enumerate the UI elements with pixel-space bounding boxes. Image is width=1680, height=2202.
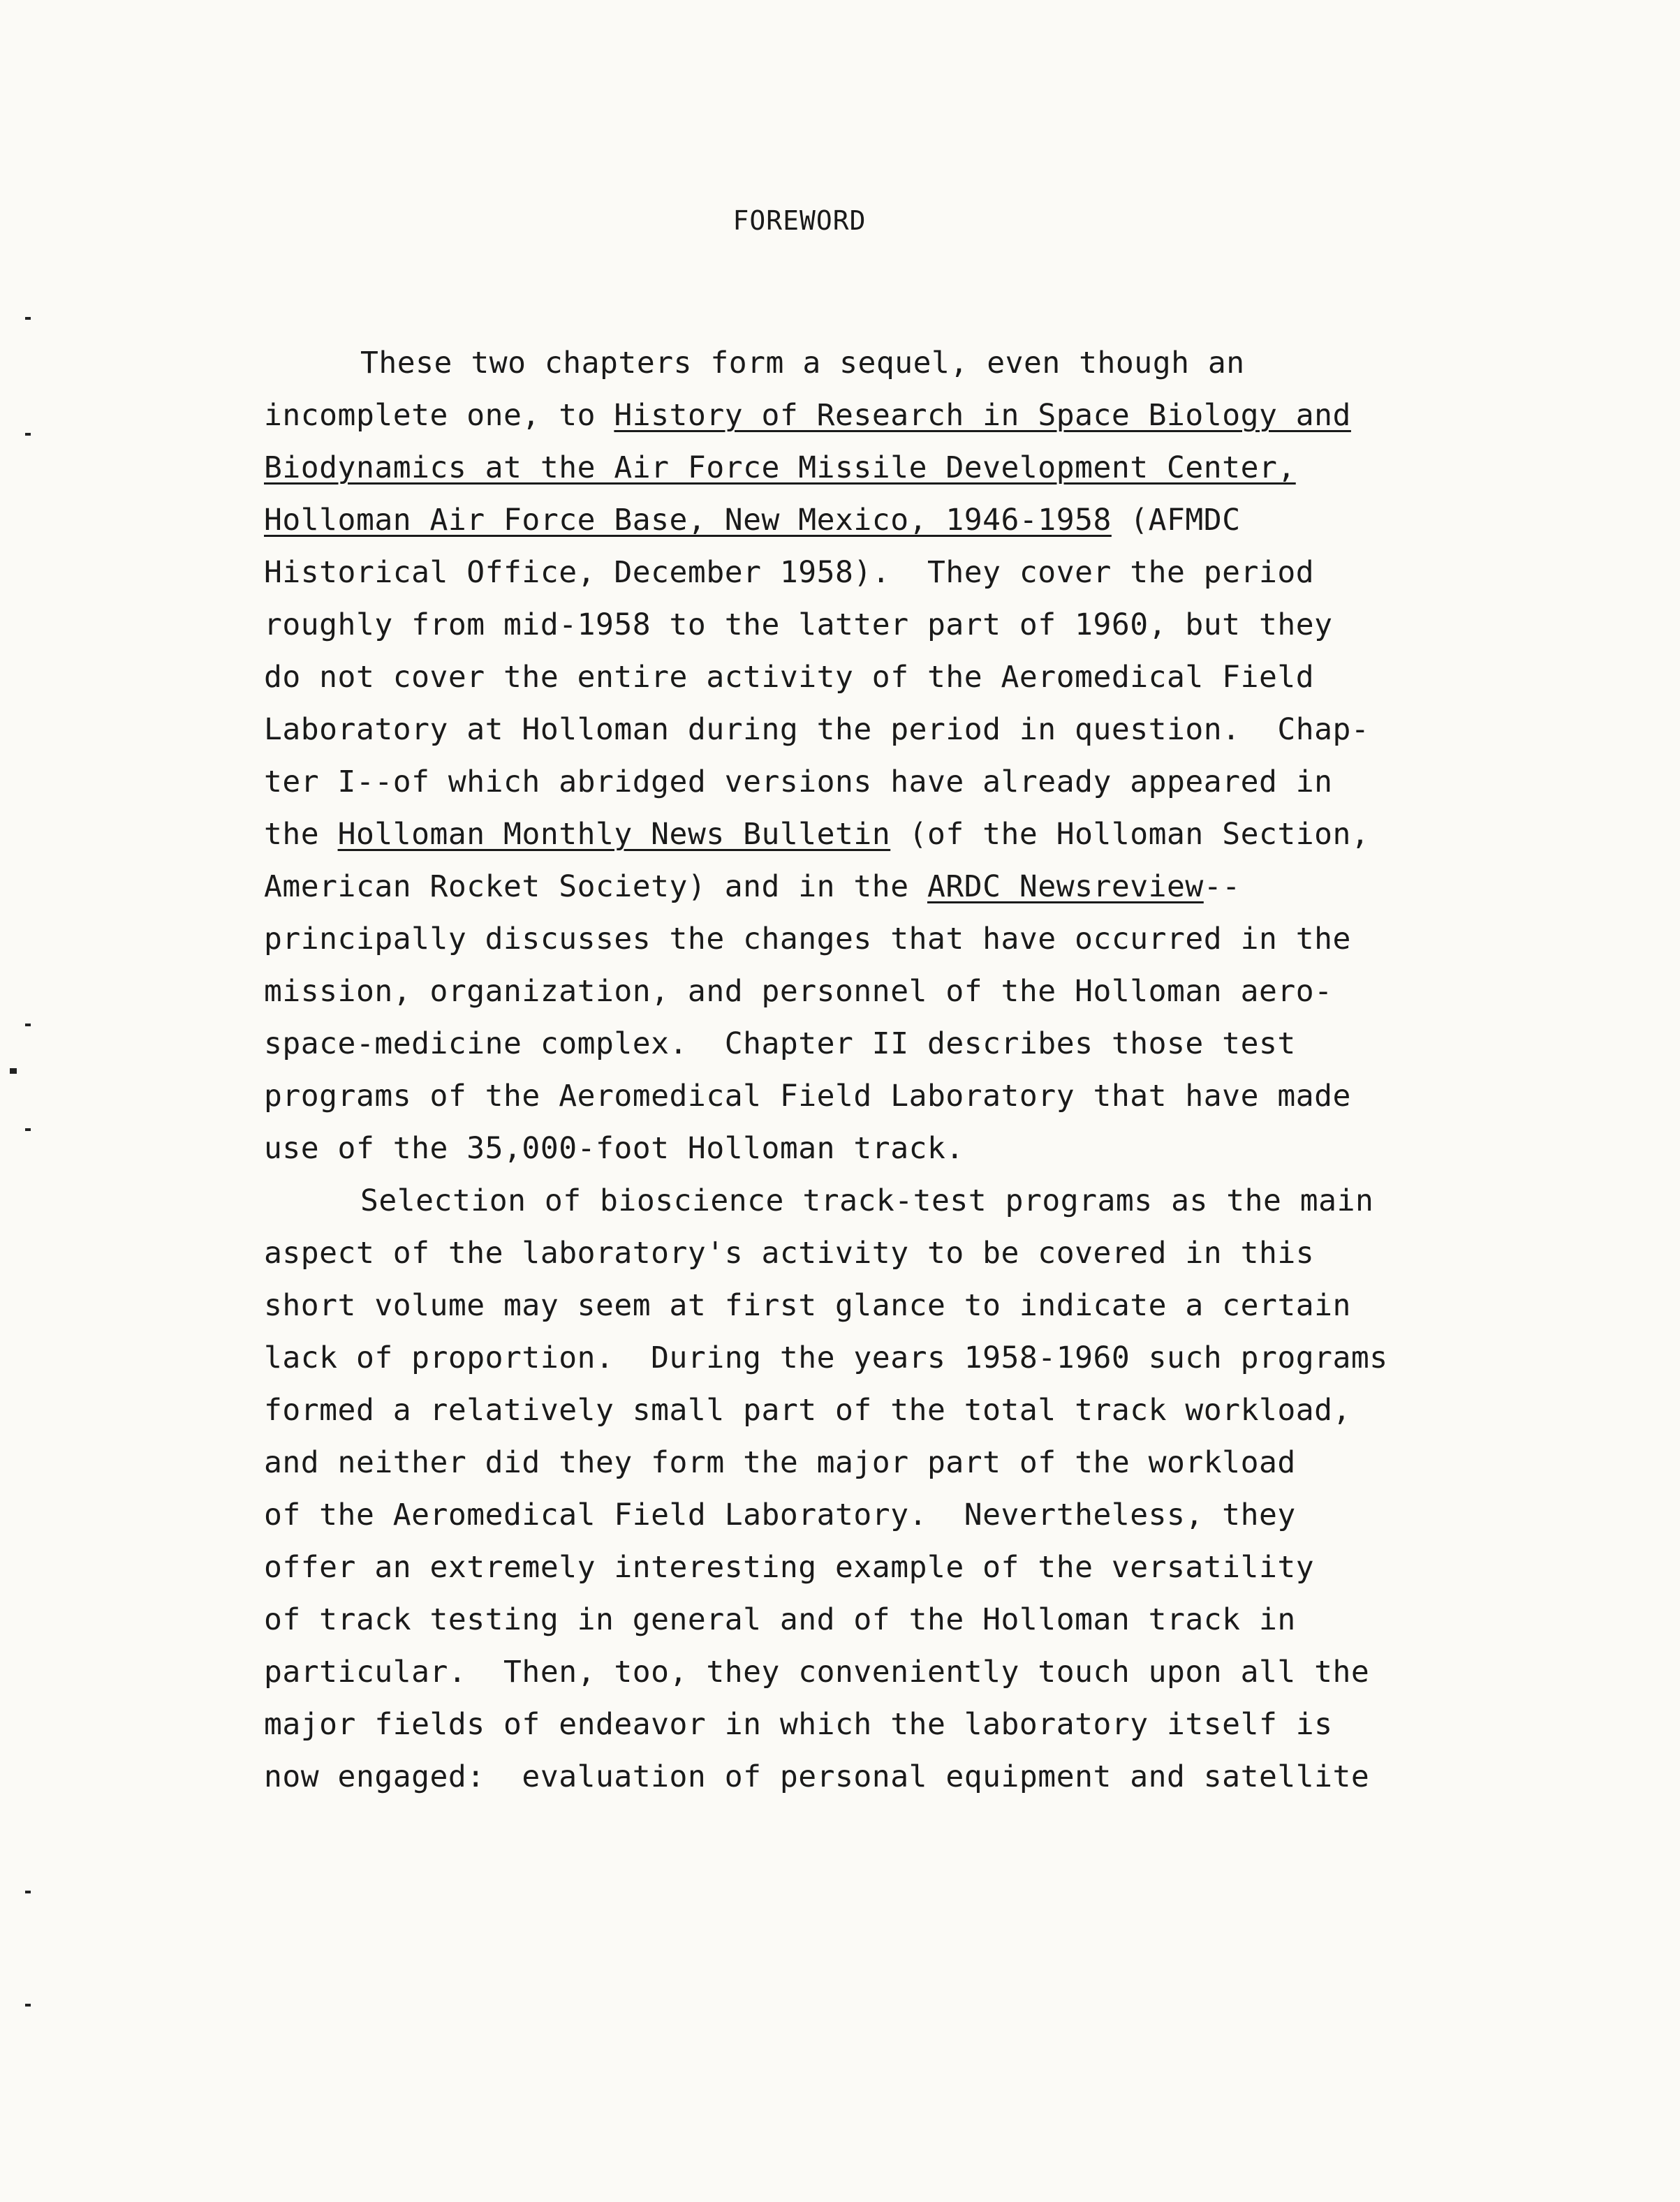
text-line: Laboratory at Holloman during the period in question. Chap-	[264, 712, 1370, 747]
text-line: do not cover the entire activity of the Aeromedical Field	[264, 660, 1315, 695]
margin-mark	[25, 2004, 31, 2007]
margin-mark	[10, 1068, 17, 1074]
text-line: American Rocket Society) and in the ARDC Newsreview--	[264, 869, 1241, 904]
margin-mark	[25, 1891, 31, 1893]
underlined-title: Holloman Monthly News Bulletin	[337, 817, 891, 852]
margin-mark	[25, 317, 31, 320]
text-line	[264, 450, 1296, 486]
text-line: use of the 35,000-foot Holloman track.	[264, 1131, 964, 1166]
text-line: ter I--of which abridged versions have already appeared in	[264, 764, 1333, 799]
text-line: Holloman Air Force Base, New Mexico, 1946-1958 (AFMDC	[264, 503, 1241, 538]
text-line: Historical Office, December 1958). They cover the period	[264, 555, 1315, 590]
text-line: lack of proportion. During the years 1958-1960 such programs	[264, 1340, 1388, 1375]
text-line: major fields of endeavor in which the laboratory itself is	[264, 1707, 1333, 1742]
text-line: principally discusses the changes that have occurred in the	[264, 922, 1351, 956]
text-line: the Holloman Monthly News Bulletin (of the Holloman Section,	[264, 817, 1370, 852]
text-line: short volume may seem at first glance to indicate a certain	[264, 1288, 1351, 1323]
underlined-title: History of Research in Space Biology and	[614, 398, 1351, 433]
text-line: formed a relatively small part of the total track workload,	[264, 1393, 1351, 1428]
text-line: These two chapters form a sequel, even though an	[360, 346, 1245, 380]
text-line: Selection of bioscience track-test programs as the main	[360, 1183, 1374, 1218]
text-line: of track testing in general and of the Holloman track in	[264, 1602, 1296, 1637]
text-line: of the Aeromedical Field Laboratory. Nevertheless, they	[264, 1498, 1296, 1532]
margin-mark	[25, 433, 31, 436]
text-line: incomplete one, to History of Research in Space Biology and	[264, 398, 1351, 433]
text-line: programs of the Aeromedical Field Laboratory that have made	[264, 1079, 1351, 1114]
text-line: mission, organization, and personnel of the Holloman aero-	[264, 974, 1333, 1009]
text-line: offer an extremely interesting example of the versatility	[264, 1550, 1315, 1585]
text-line: space-medicine complex. Chapter II describes those test	[264, 1026, 1296, 1061]
underlined-title: ARDC Newsreview	[927, 869, 1204, 904]
text-line: roughly from mid-1958 to the latter part of 1960, but they	[264, 607, 1333, 642]
text-line: particular. Then, too, they conveniently touch upon all the	[264, 1655, 1370, 1690]
underlined-title: Biodynamics at the Air Force Missile Development Center,	[264, 450, 1296, 485]
margin-mark	[25, 1128, 31, 1131]
text-line: and neither did they form the major part of the workload	[264, 1445, 1296, 1480]
text-line: aspect of the laboratory's activity to be covered in this	[264, 1236, 1315, 1271]
margin-mark	[25, 1024, 31, 1026]
page-title: FOREWORD	[732, 205, 867, 236]
underlined-title: Holloman Air Force Base, New Mexico, 1946-1958	[264, 503, 1112, 538]
text-line: now engaged: evaluation of personal equipment and satellite	[264, 1759, 1370, 1794]
